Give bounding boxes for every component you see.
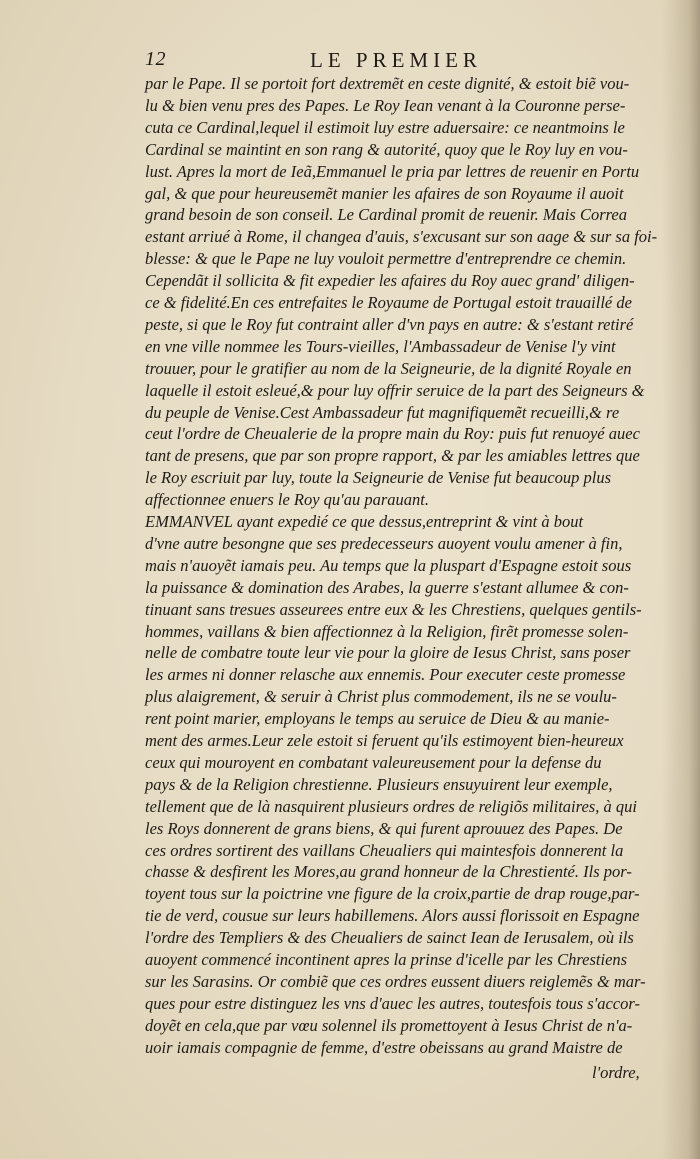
text-line: blesse: & que le Pape ne luy vouloit permettre d'entreprendre ce chemin. [145, 249, 627, 269]
catchword: l'ordre, [592, 1063, 640, 1082]
text-line: tie de verd, cousue sur leurs habillemens. Alors aussi florissoit en Espagne [145, 906, 640, 926]
text-line: tellement que de là nasquirent plusieurs ordres de religiõs militaires, à qui [145, 796, 637, 816]
text-line: auoyent commencé incontinent apres la prinse d'icelle par les Chrestiens [145, 950, 628, 969]
text-line: ques pour estre distinguez les vns d'auec les autres, toutesfois tous s'accor- [145, 993, 640, 1013]
text-line: cuta ce Cardinal,lequel il estimoit luy estre aduersaire: ce neantmoins le [145, 117, 625, 137]
text-line: trouuer, pour le gratifier au nom de la Seigneurie, de la dignité Royale en [145, 358, 632, 378]
text-line: mais n'auoyẽt iamais peu. Au temps que la pluspart d'Espagne estoit sous [145, 555, 632, 575]
text-line: lu & bien venu pres des Papes. Le Roy Iean venant à la Couronne perse- [145, 95, 626, 115]
text-line: affectionnee enuers le Roy qu'au parauant. [145, 490, 429, 510]
text-line: tant de presens, que par son propre rapport, & par les amiables lettres que [145, 446, 640, 466]
text-line: plus alaigrement, & seruir à Christ plus commodement, ils ne se voulu- [145, 687, 617, 707]
text-line: d'vne autre besongne que ses predecesseurs auoyent voulu amener à fin, [145, 533, 623, 553]
text-line: ces ordres sortirent des vaillans Cheualiers qui maintesfois donnerent la [145, 840, 624, 860]
text-line: lust. Apres la mort de Ieã,Emmanuel le pria par lettres de reuenir en Portu [145, 161, 640, 181]
text-line: peste, si que le Roy fut contraint aller d'vn pays en autre: & s'estant retiré [145, 314, 634, 334]
text-line: Cardinal se maintint en son rang & autorité, quoy que le Roy luy en vou- [145, 139, 628, 159]
text-line: les Roys donnerent de grans biens, & qui furent aprouuez des Papes. De [145, 818, 623, 838]
running-head: LE PREMIER [310, 48, 482, 72]
text-line: en vne ville nommee les Tours-vieilles, l'Ambassadeur de Venise l'y vint [145, 336, 616, 356]
text-line: le Roy escriuit par luy, toute la Seigneurie de Venise fut beaucoup plus [145, 468, 612, 488]
text-line: laquelle il estoit esleué,& pour luy offrir seruice de la part des Seigneurs & [145, 380, 645, 400]
text-line: ment des armes.Leur zele estoit si feruent qu'ils estimoyent bien-heureux [145, 731, 624, 750]
text-line: tinuant sans tresues asseurees entre eux & les Chrestiens, quelques gentils- [145, 599, 642, 619]
text-line: EMMANVEL ayant expedié ce que dessus,entreprint & vint à bout [145, 512, 584, 531]
text-line: pays & de la Religion chrestienne. Plusieurs ensuyuirent leur exemple, [145, 774, 613, 794]
text-line: toyent tous sur la poictrine vne figure de la croix,partie de drap rouge,par- [145, 884, 640, 904]
text-line: ceut l'ordre de Cheualerie de la propre main du Roy: puis fut renuoyé auec [145, 424, 640, 444]
text-line: estant arriué à Rome, il changea d'auis, s'excusant sur son aage & sur sa foi- [145, 227, 658, 247]
text-line: sur les Sarasins. Or combiẽ que ces ordres eussent diuers reiglemẽs & mar- [145, 971, 646, 991]
text-line: doyẽt en cela,que par vœu solennel ils promettoyent à Iesus Christ de n'a- [145, 1015, 633, 1035]
text-line: du peuple de Venise.Cest Ambassadeur fut magnifiquemẽt recueilli,& re [145, 402, 620, 422]
gutter-shadow [662, 0, 700, 1159]
text-line: nelle de combatre toute leur vie pour la gloire de Iesus Christ, sans poser [145, 643, 631, 663]
text-line: l'ordre des Templiers & des Cheualiers de sainct Iean de Ierusalem, où ils [145, 928, 634, 948]
text-line: Cependãt il sollicita & fit expedier les afaires du Roy auec grand' diligen- [145, 271, 635, 291]
text-line: les armes ni donner relasche aux ennemis. Pour executer ceste promesse [145, 665, 626, 685]
text-line: gal, & que pour heureusemẽt manier les afaires de son Royaume il auoit [145, 183, 624, 203]
text-line: hommes, vaillans & bien affectionnez à la Religion, firẽt promesse solen- [145, 621, 629, 641]
text-line: par le Pape. Il se portoit fort dextremẽt en ceste dignité, & estoit biẽ vou- [145, 74, 630, 93]
text-line: chasse & desfirent les Mores,au grand honneur de la Chrestienté. Ils por- [145, 862, 632, 882]
text-line: ceux qui mouroyent en combatant valeureusement pour la defense du [145, 752, 602, 772]
text-line: ce & fidelité.En ces entrefaites le Royaume de Portugal estoit trauaillé de [145, 293, 632, 312]
text-line: rent point marier, employans le temps au seruice de Dieu & au manie- [145, 709, 610, 729]
text-line: grand besoin de son conseil. Le Cardinal promit de reuenir. Mais Correa [145, 205, 627, 225]
page-number: 12 [145, 48, 166, 70]
text-line: uoir iamais compagnie de femme, d'estre obeissans au grand Maistre de [145, 1037, 623, 1057]
text-line: la puissance & domination des Arabes, la guerre s'estant allumee & con- [145, 577, 629, 597]
